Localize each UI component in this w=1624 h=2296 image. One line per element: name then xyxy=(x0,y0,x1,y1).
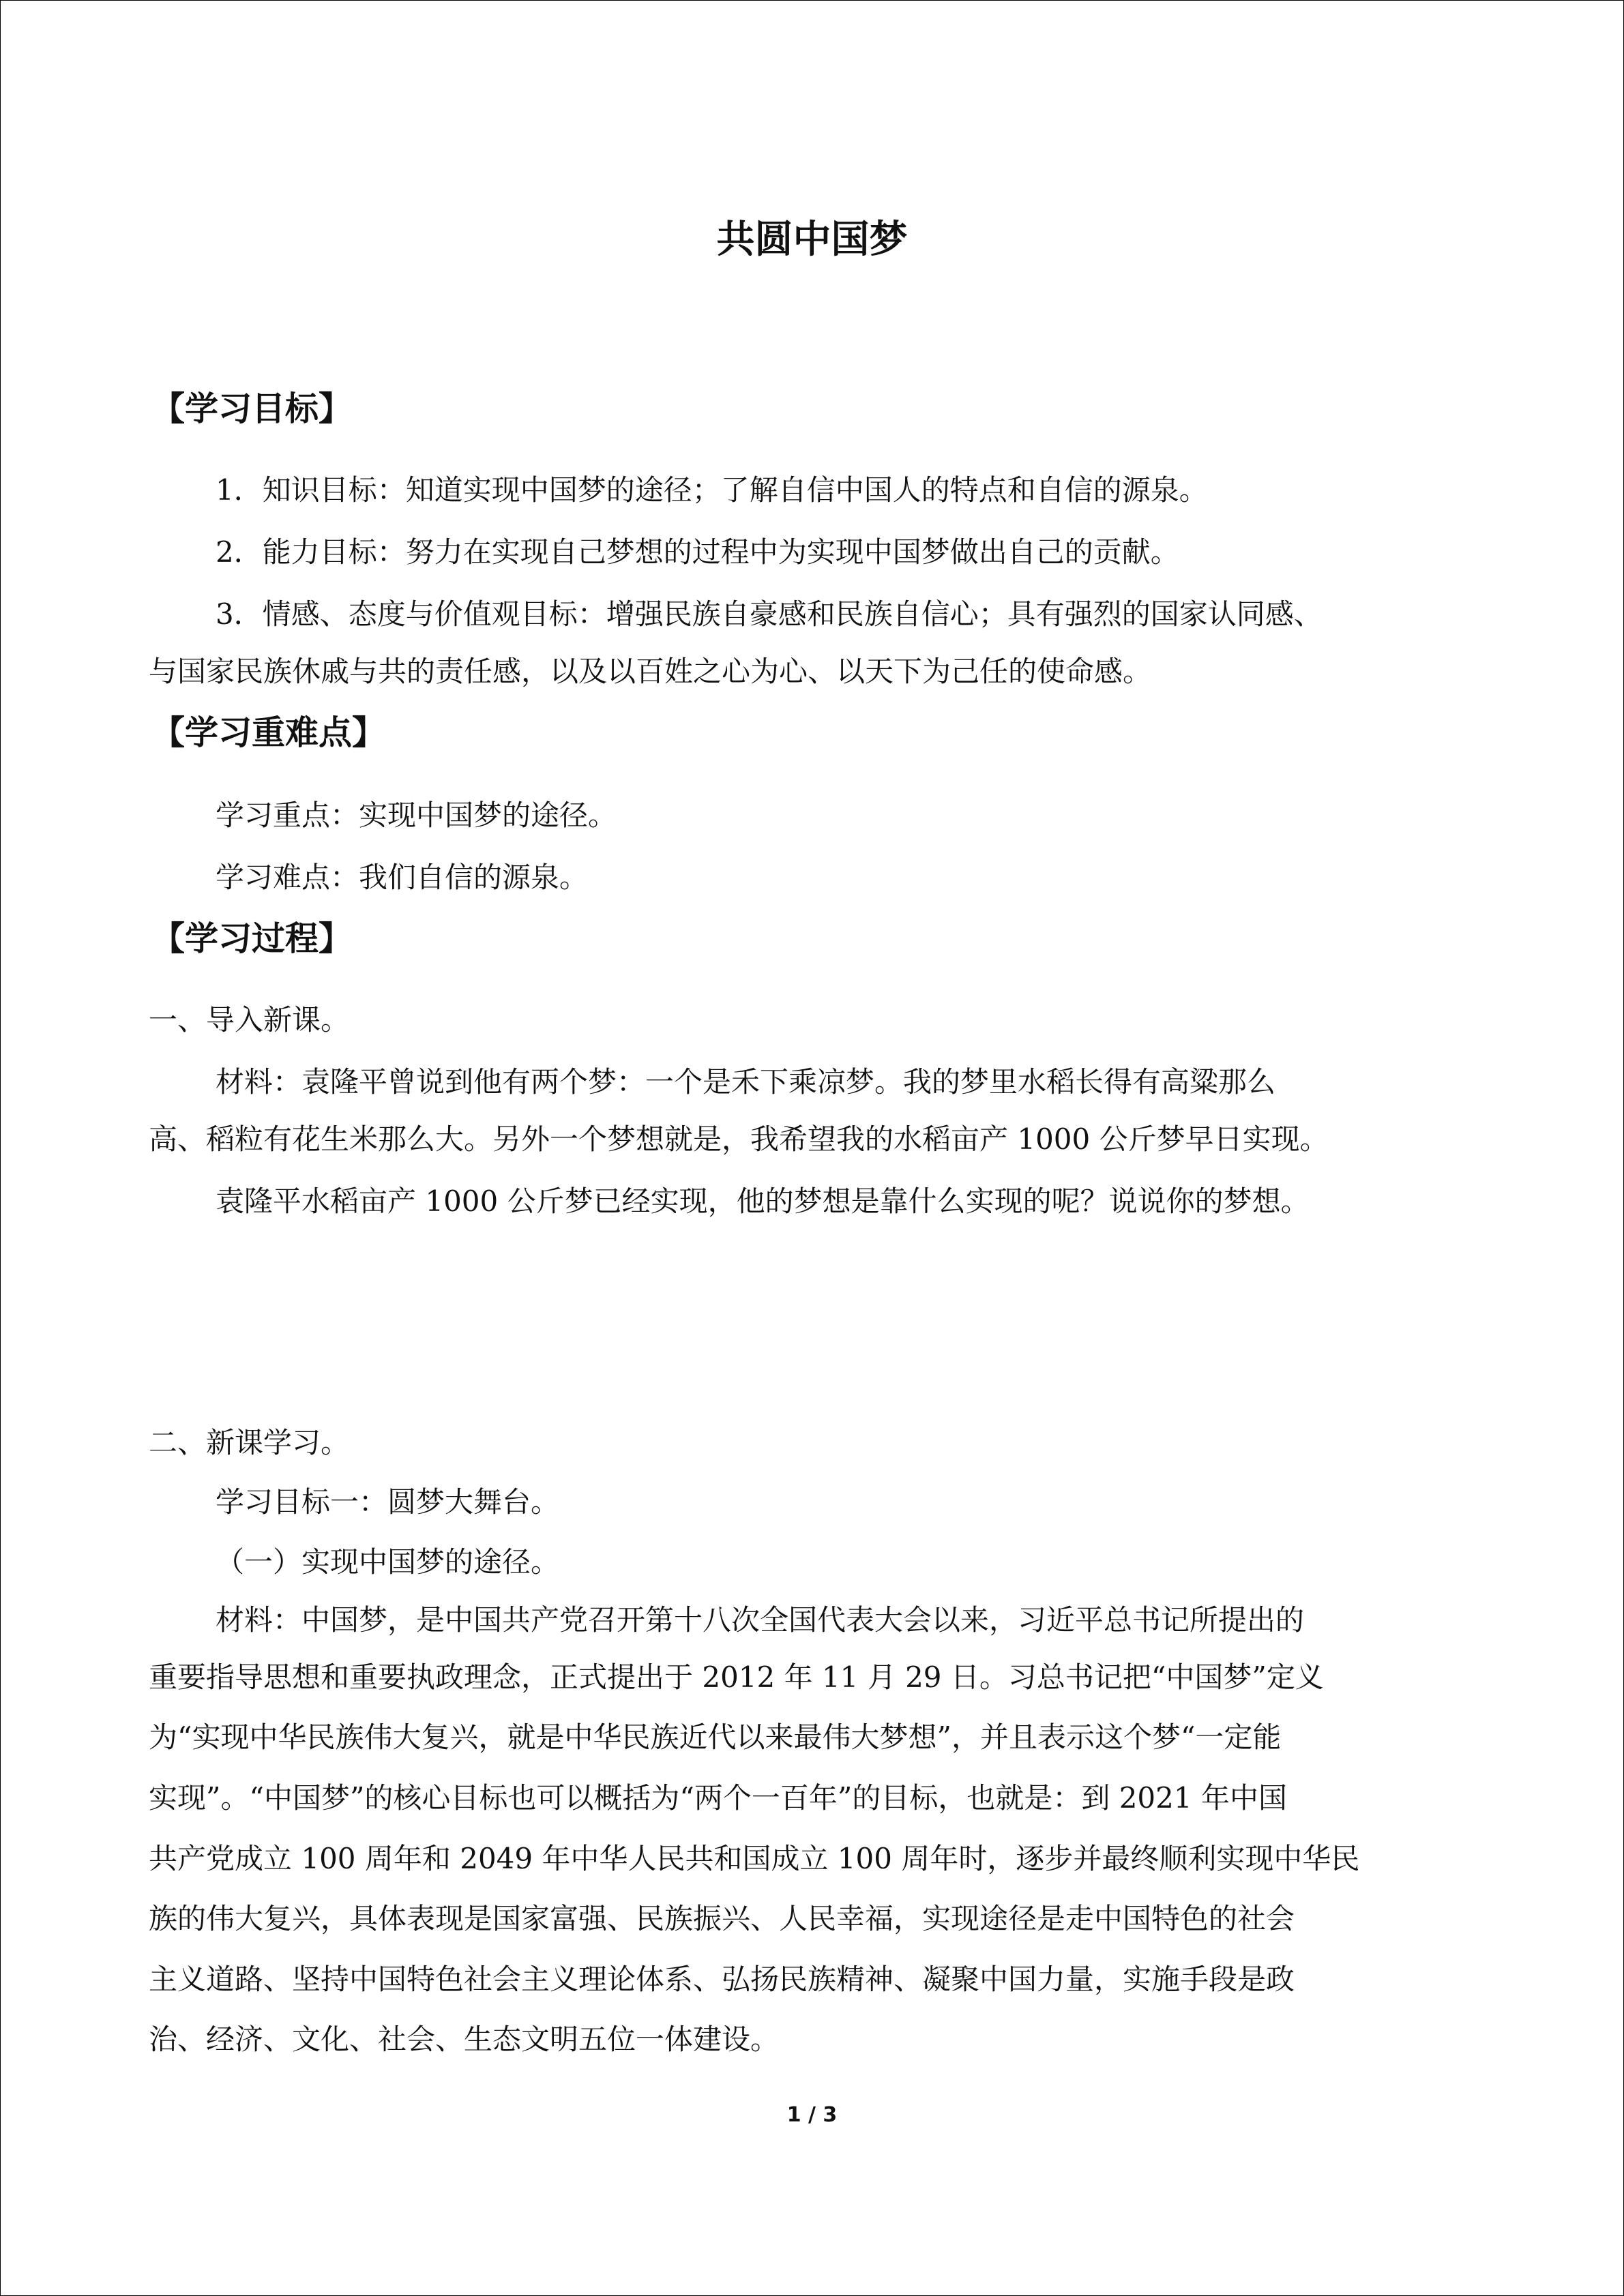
material-line: 为“实现中华民族伟大复兴，就是中华民族近代以来最伟大梦想”，并且表示这个梦“一定能 xyxy=(149,1720,1282,1754)
objective-item-3-line-2: 与国家民族休戚与共的责任感，以及以百姓之心为心、以天下为己任的使命感。 xyxy=(149,655,1152,688)
objective-item-3-line-1: 3．情感、态度与价值观目标：增强民族自豪感和民族自信心；具有强烈的国家认同感、 xyxy=(216,597,1323,631)
page-indicator: 1 / 3 xyxy=(786,2103,838,2127)
key-point-difficulty: 学习难点：我们自信的源泉。 xyxy=(216,861,589,894)
intro-material-line-1: 材料：袁隆平曾说到他有两个梦：一个是禾下乘凉梦。我的梦里水稻长得有高粱那么 xyxy=(216,1065,1276,1099)
material-line: 共产党成立 100 周年和 2049 年中华人民共和国成立 100 周年时，逐步并最终顺利实现中华民 xyxy=(149,1842,1360,1875)
intro-question: 袁隆平水稻亩产 1000 公斤梦已经实现，他的梦想是靠什么实现的呢？说说你的梦想。 xyxy=(216,1184,1310,1218)
material-line: 重要指导思想和重要执政理念，正式提出于 2012 年 11 月 29 日。习总书记把“中国梦”定义 xyxy=(149,1660,1324,1694)
material-line: 材料：中国梦，是中国共产党召开第十八次全国代表大会以来，习近平总书记所提出的 xyxy=(216,1603,1305,1637)
subheading-path: （一）实现中国梦的途径。 xyxy=(216,1545,560,1579)
material-line: 主义道路、坚持中国特色社会主义理论体系、弘扬民族精神、凝聚中国力量，实施手段是政 xyxy=(149,1963,1295,1996)
key-point-focus: 学习重点：实现中国梦的途径。 xyxy=(216,799,617,832)
objective-item-1: 1．知识目标：知道实现中国梦的途径；了解自信中国人的特点和自信的源泉。 xyxy=(216,473,1208,507)
heading-key-points: 【学习重难点】 xyxy=(151,713,386,752)
material-line: 族的伟大复兴，具体表现是国家富强、民族振兴、人民幸福，实现途径是走中国特色的社会 xyxy=(149,1902,1295,1935)
document-title: 共圆中国梦 xyxy=(716,218,908,262)
heading-process: 【学习过程】 xyxy=(151,919,353,958)
material-line: 治、经济、文化、社会、生态文明五位一体建设。 xyxy=(149,2023,780,2056)
intro-material-line-2: 高、稻粒有花生米那么大。另外一个梦想就是，我希望我的水稻亩产 1000 公斤梦早日实现。 xyxy=(149,1122,1329,1156)
material-line: 实现”。“中国梦”的核心目标也可以概括为“两个一百年”的目标，也就是：到 2021 年中国 xyxy=(149,1781,1287,1815)
intro-heading: 一、导入新课。 xyxy=(149,1003,350,1037)
heading-objectives: 【学习目标】 xyxy=(151,389,353,428)
objective-item-2: 2．能力目标：努力在实现自己梦想的过程中为实现中国梦做出自己的贡献。 xyxy=(216,535,1179,569)
learning-goal-1: 学习目标一：圆梦大舞台。 xyxy=(216,1485,560,1519)
new-lesson-heading: 二、新课学习。 xyxy=(149,1426,350,1459)
